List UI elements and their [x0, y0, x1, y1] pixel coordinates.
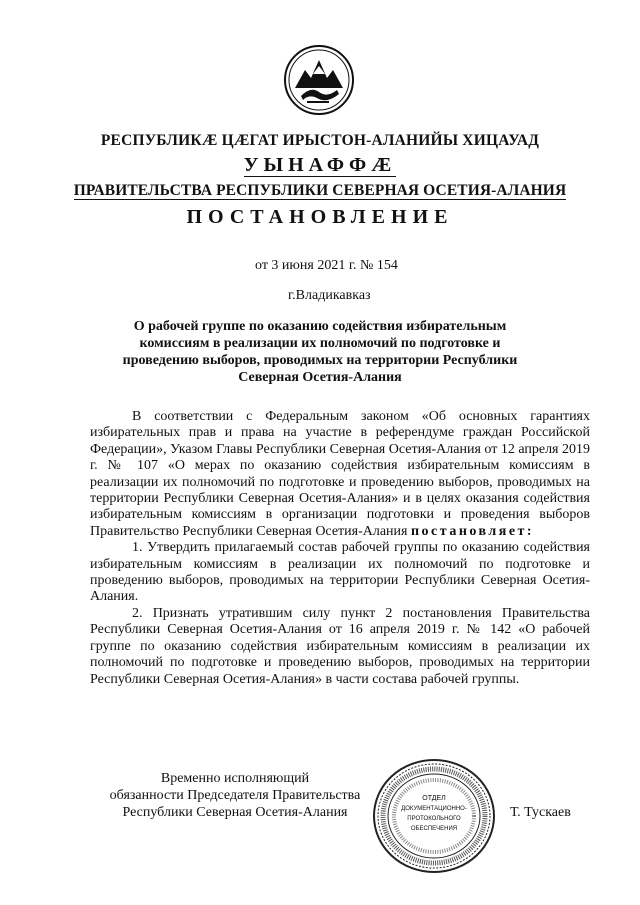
- seal-center-line-2: ДОКУМЕНТАЦИОННО-: [401, 806, 467, 812]
- russian-document-type: ПОСТАНОВЛЕНИЕ: [186, 206, 454, 228]
- signatory-position-line-1: Временно исполняющий: [160, 771, 310, 786]
- ossetian-government-name: РЕСПУБЛИКӔ ЦӔГАТ ИРЫСТОН-АЛАНИЙЫ ХИЦАУАД: [100, 132, 540, 149]
- seal-center-line-3: ПРОТОКОЛЬНОГО: [407, 816, 461, 822]
- seal-center-line-1: ОТДЕЛ: [422, 795, 446, 802]
- document-body: [90, 409, 590, 688]
- preamble-text: В соответствии с Федеральным законом «Об основных гарантиях избирательных прав и права на участие в референдуме граждан Российской Федерации», Указом Главы Республики Северная Осетия-Алания от 12 апреля 2019 г. № 107 «О мерах по оказанию содействия избирательным комиссиям в реализации их полномочий по подготовке и проведению выборов, проводимых на территории Республики Северная Осетия-Алания» и в целях оказания содействия избирательным комиссиям в организации подготовки и проведения выборов Правительство Республики Северная Осетия-Алания: [90, 409, 590, 539]
- document-title: О рабочей группе по оказанию содействия избирательным комиссиям в реализации их полномочий по подготовке и проведению выборов, проводимых на территории Республики Северная Осетия-Алания: [122, 319, 518, 385]
- russian-government-name: [0, 182, 640, 200]
- paragraph-preamble: [90, 409, 590, 540]
- coat-of-arms-icon: [283, 44, 355, 116]
- signatory-position: [100, 770, 370, 821]
- seal-center-line-4: ОБЕСПЕЧЕНИЯ: [410, 826, 458, 832]
- paragraph-item-1: 1. Утвердить прилагаемый состав рабочей группы по оказанию содействия избирательным комиссиям в реализации их полномочий по подготовке и проведению выборов, проводимых на территории Республики Северная Осетия-Алания.: [90, 540, 590, 605]
- russian-government-name-text: ПРАВИТЕЛЬСТВА РЕСПУБЛИКИ СЕВЕРНАЯ ОСЕТИЯ-АЛАНИЯ: [73, 182, 567, 199]
- official-seal-icon: [370, 756, 498, 876]
- paragraph-item-2: 2. Признать утратившим силу пункт 2 постановления Правительства Республики Северная Осетия-Алания от 16 апреля 2019 г. № 142 «О рабочей группе по оказанию содействия избирательным комиссиям в реализации их полномочий по подготовке и проведению выборов, проводимых на территории Республики Северная Осетия-Алания» в части состава рабочей группы.: [90, 605, 590, 687]
- ossetian-document-type: [0, 154, 640, 177]
- ossetian-document-type-text: УЫНАФФӔ: [243, 154, 397, 176]
- signatory-position-line-3: Республики Северная Осетия-Алания: [122, 805, 348, 820]
- signatory-position-line-2: обязанности Председателя Правительства: [109, 788, 361, 803]
- resolves-keyword: постановляет:: [410, 523, 535, 539]
- document-city: г.Владикавказ: [288, 288, 371, 303]
- signatory-name: Т. Тускаев: [510, 805, 571, 820]
- document-date-number: от 3 июня 2021 г. № 154: [255, 258, 398, 273]
